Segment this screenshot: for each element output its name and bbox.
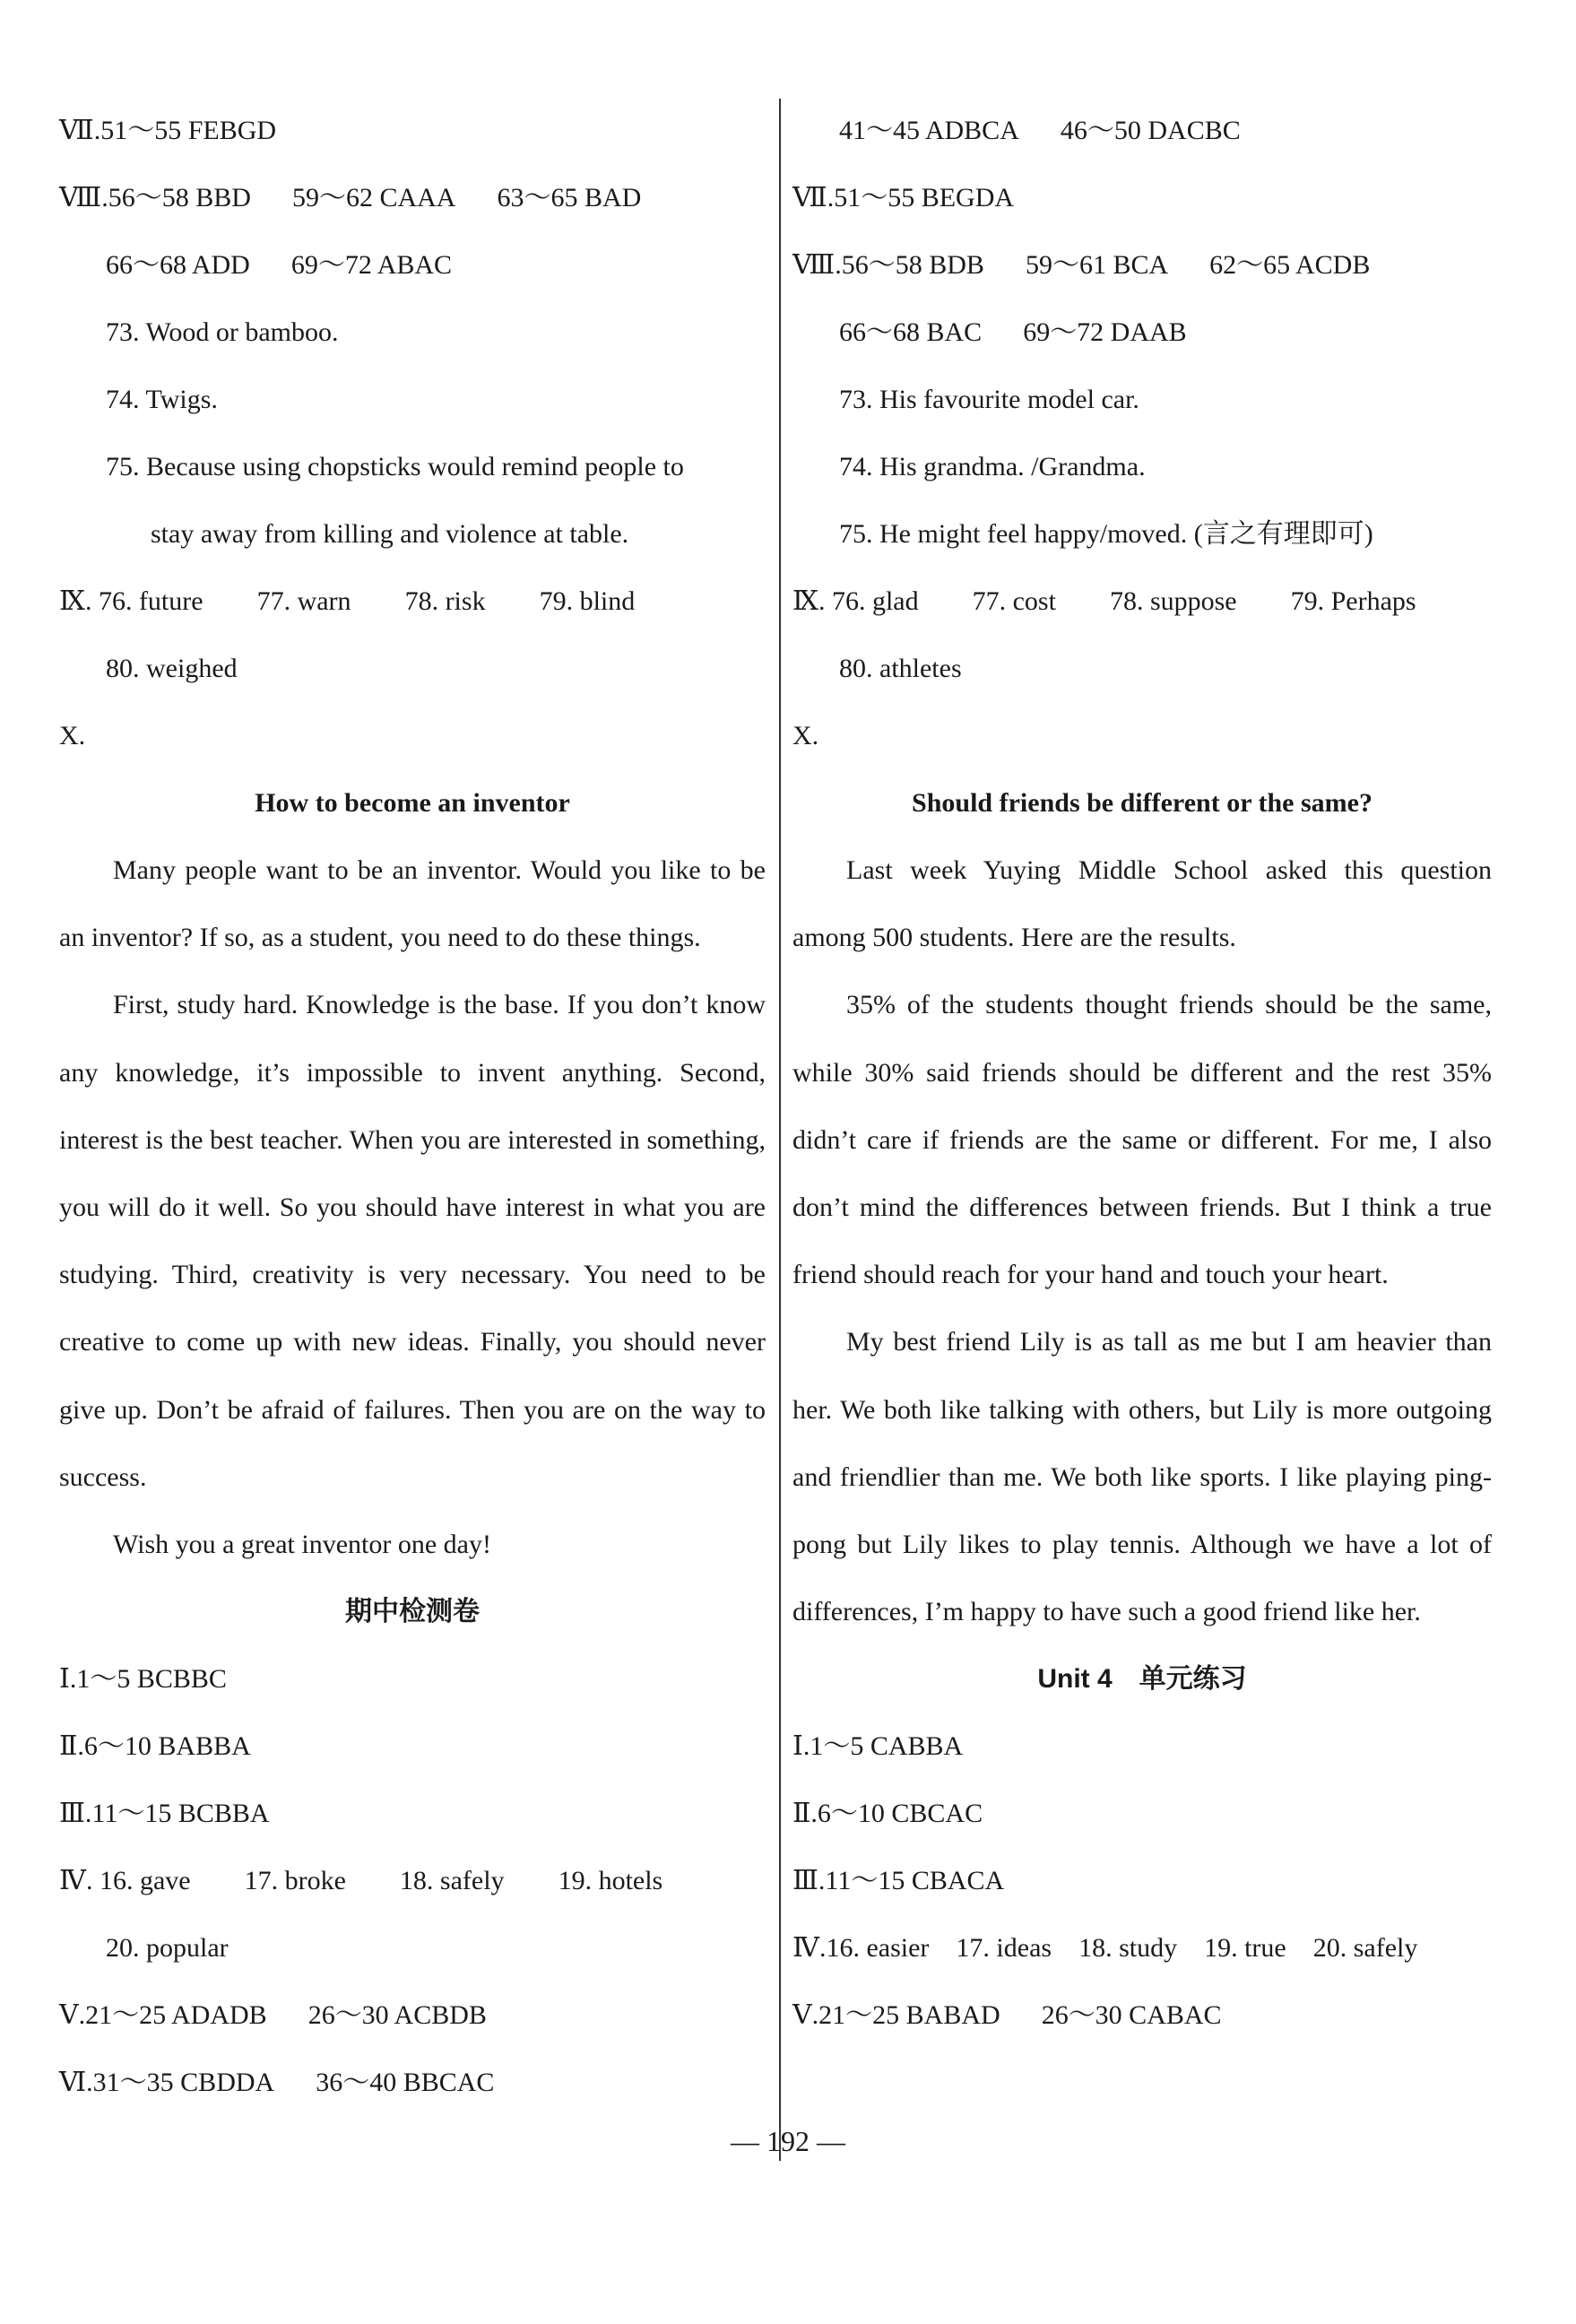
answer-text: 18. study: [1078, 1933, 1178, 1964]
answer-text: 59～61 BCA: [1025, 250, 1169, 280]
answer-line: [59, 635, 766, 702]
answer-text: 36～40 BBCAC: [316, 2068, 495, 2098]
answer-text: 17. ideas: [956, 1933, 1052, 1964]
answer-line: [792, 97, 1492, 164]
essay-paragraph: Many people want to be an inventor. Would you like to be an inventor? If so, as a student, you need to do these things.: [59, 855, 766, 953]
answer-line: [792, 702, 1492, 769]
answer-text: Ⅶ.51～55 FEBGD: [59, 116, 277, 145]
answer-text: 75. He might feel happy/moved. (言之有理即可): [839, 519, 1373, 549]
answer-text: Ⅴ.21～25 BABAD: [792, 2000, 1000, 2031]
answer-text: Ⅸ. 76. future: [59, 586, 203, 616]
answer-line: [59, 500, 766, 568]
left-column: [59, 97, 766, 2116]
answer-line: [59, 702, 766, 769]
right-column: [792, 97, 1492, 2049]
answer-line: [59, 97, 766, 164]
answer-text: 17. broke: [244, 1866, 346, 1896]
answer-text: Ⅲ.11～15 CBACA: [792, 1866, 1005, 1896]
answer-text: 59～62 CAAA: [291, 183, 456, 212]
answer-text: Ⅳ.16. easier: [792, 1933, 930, 1964]
answer-text: Ⅳ. 16. gave: [59, 1866, 191, 1896]
answer-text: 74. His grandma. /Grandma.: [839, 452, 1146, 481]
answer-line: [792, 568, 1492, 635]
answer-text: 20. safely: [1312, 1933, 1418, 1964]
answer-text: 26～30 ACBDB: [307, 2000, 487, 2031]
answer-line: [59, 1645, 766, 1713]
answer-line: [792, 231, 1492, 299]
answer-text: 80. weighed: [106, 654, 238, 683]
answer-text: Ⅰ.1～5 CABBA: [792, 1731, 964, 1762]
essay-paragraph: Last week Yuying Middle School asked this question among 500 students. Here are the results.: [792, 855, 1492, 953]
answer-line: [59, 1847, 766, 1914]
essay-paragraph: First, study hard. Knowledge is the base. If you don’t know any knowledge, it’s impossible to invent anything. Second, interest is the best teacher. When you are interested in something, you will do it well. So you should have interest in what you are studying. Third, creativity is very necessary. You need to be creative to come up with new ideas. Finally, you should never give up. Don’t be afraid of failures. Then you are on the way to success.: [59, 990, 766, 1492]
answer-line: [792, 1713, 1492, 1780]
answer-text: 77. warn: [256, 586, 351, 616]
page-number: — 192 —: [731, 2125, 845, 2157]
answer-text: 73. His favourite model car.: [839, 385, 1139, 414]
answer-text: Ⅱ.6～10 BABBA: [59, 1731, 251, 1762]
answer-text: X.: [59, 721, 86, 750]
answer-line: [59, 164, 766, 231]
section-title: 期中检测卷: [345, 1597, 480, 1627]
answer-text: 79. blind: [539, 586, 636, 616]
answer-line: [59, 1713, 766, 1780]
section-title: Unit 4 单元练习: [1037, 1664, 1247, 1695]
answer-line: [59, 433, 766, 500]
answer-line: [792, 500, 1492, 568]
answer-text: 78. suppose: [1109, 586, 1237, 616]
answer-line: [792, 164, 1492, 231]
column-divider: [779, 99, 781, 2161]
answer-line: [59, 231, 766, 299]
answer-text: X.: [792, 721, 819, 750]
answer-line: [792, 1780, 1492, 1847]
answer-line: [59, 1780, 766, 1847]
answer-text: 18. safely: [399, 1866, 505, 1896]
answer-line: [59, 1914, 766, 1981]
answer-text: 73. Wood or bamboo.: [106, 317, 339, 347]
essay-title: How to become an inventor: [255, 788, 570, 818]
answer-line: [792, 1847, 1492, 1914]
answer-text: 63～65 BAD: [497, 183, 642, 212]
answer-text: stay away from killing and violence at table.: [151, 519, 629, 549]
answer-text: 20. popular: [106, 1933, 229, 1964]
answer-text: Ⅶ.51～55 BEGDA: [792, 183, 1015, 212]
answer-line: [792, 299, 1492, 366]
answer-text: 69～72 DAAB: [1023, 317, 1187, 347]
answer-text: 26～30 CABAC: [1041, 2000, 1222, 2031]
answer-line: [792, 1981, 1492, 2049]
answer-line: [59, 366, 766, 433]
essay-paragraph: Wish you a great inventor one day!: [113, 1530, 491, 1560]
answer-text: Ⅵ.31～35 CBDDA: [59, 2068, 275, 2098]
answer-line: [59, 568, 766, 635]
essay-paragraph: My best friend Lily is as tall as me but I am heavier than her. We both like talking with others, but Lily is more outgoing and friendlier than me. We both like sports. I like playing ping-pong but Lily likes to play tennis. Although we have a lot of differences, I’m happy to have such a good friend like her.: [792, 1327, 1492, 1627]
answer-text: 80. athletes: [839, 654, 962, 683]
answer-text: 74. Twigs.: [106, 385, 218, 414]
answer-text: Ⅴ.21～25 ADADB: [59, 2000, 267, 2031]
answer-text: Ⅷ.56～58 BDB: [792, 250, 984, 280]
answer-line: [792, 635, 1492, 702]
answer-text: 75. Because using chopsticks would remind people to: [106, 452, 684, 481]
answer-text: Ⅷ.56～58 BBD: [59, 183, 251, 212]
answer-text: 79. Perhaps: [1290, 586, 1416, 616]
answer-line: [792, 1914, 1492, 1981]
answer-text: 62～65 ACDB: [1209, 250, 1371, 280]
essay-paragraph: 35% of the students thought friends should be the same, while 30% said friends should be different and the rest 35% didn’t care if friends are the same or different. For me, I also don’t mind the differences between friends. But I think a true friend should reach for your hand and touch your heart.: [792, 990, 1492, 1290]
answer-line: [59, 299, 766, 366]
answer-text: 78. risk: [404, 586, 486, 616]
answer-text: 69～72 ABAC: [290, 250, 453, 280]
answer-line: [59, 2049, 766, 2116]
answer-text: 77. cost: [972, 586, 1056, 616]
answer-text: 19. true: [1204, 1933, 1286, 1964]
answer-text: Ⅸ. 76. glad: [792, 586, 919, 616]
answer-line: [792, 433, 1492, 500]
answer-text: Ⅱ.6～10 CBCAC: [792, 1799, 983, 1829]
answer-text: Ⅲ.11～15 BCBBA: [59, 1799, 270, 1829]
answer-text: Ⅰ.1～5 BCBBC: [59, 1664, 227, 1695]
essay-title: Should friends be different or the same?: [912, 788, 1373, 818]
answer-text: 66～68 BAC: [839, 317, 983, 347]
answer-line: [792, 366, 1492, 433]
answer-text: 66～68 ADD: [106, 250, 250, 280]
answer-text: 19. hotels: [558, 1866, 663, 1896]
answer-text: 41～45 ADBCA: [839, 116, 1019, 145]
answer-line: [59, 1981, 766, 2049]
answer-text: 46～50 DACBC: [1060, 116, 1241, 145]
